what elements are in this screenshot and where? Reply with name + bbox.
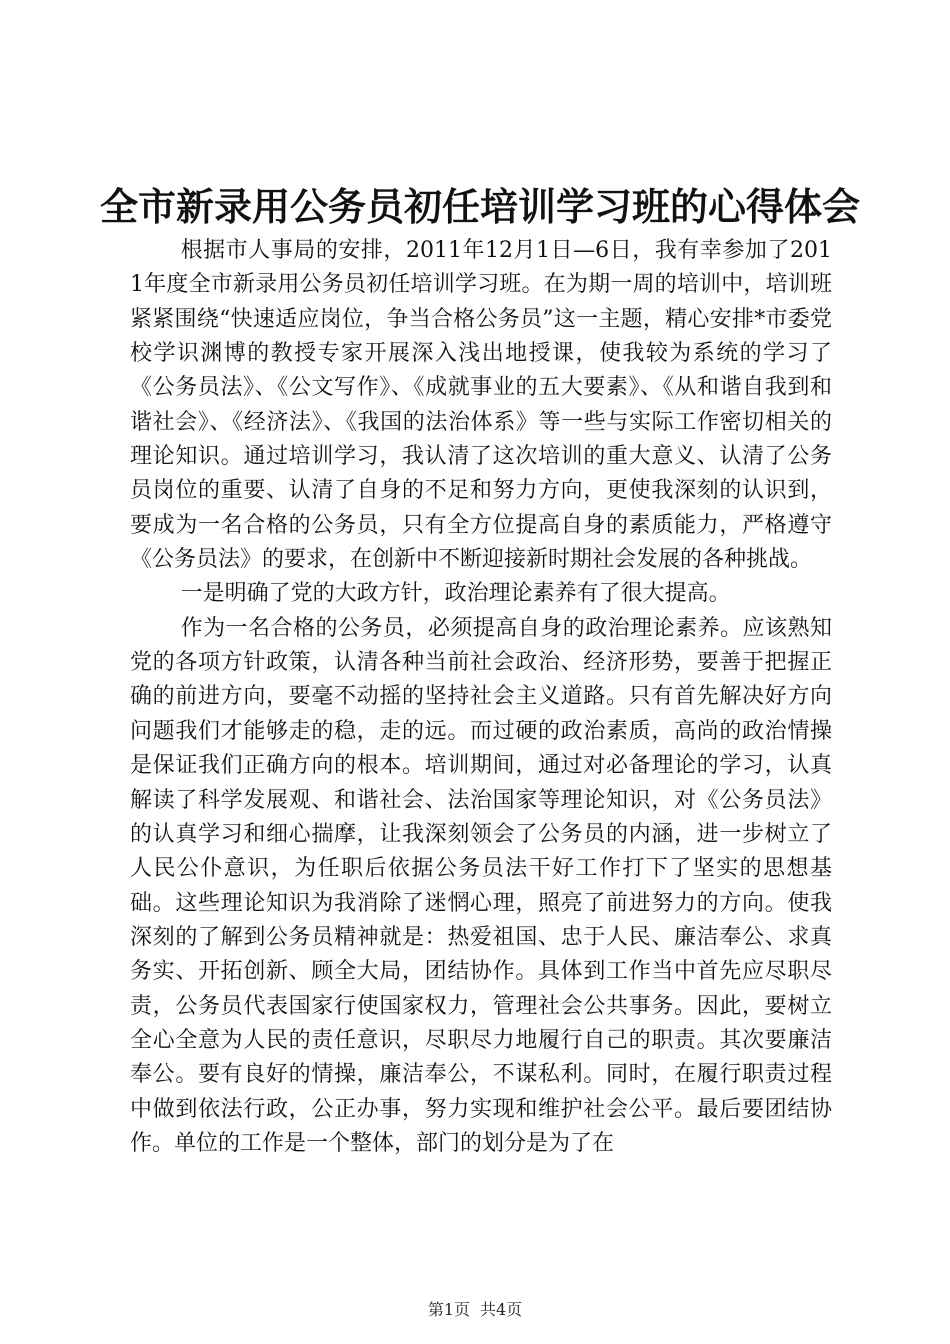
document-body bbox=[130, 234, 832, 1161]
paragraph-heading-one: 一是明确了党的大政方针，政治理论素养有了很大提高。 bbox=[180, 581, 731, 607]
page-footer bbox=[0, 1300, 950, 1320]
page-total: 共4页 bbox=[480, 1300, 523, 1319]
document-title: 全市新录用公务员初任培训学习班的心得体会 bbox=[100, 185, 861, 229]
paragraph-political-theory: 作为一名合格的公务员，必须提高自身的政治理论素养。应该熟知党的各项方针政策，认清各种当前社会政治、经济形势，要善于把握正确的前进方向，要毫不动摇的坚持社会主义道路。只有首先解决好方向问题我们才能够走的稳，走的远。而过硬的政治素质，高尚的政治情操是保证我们正确方向的根本。培训期间，通过对必备理论的学习，认真解读了科学发展观、和谐社会、法治国家等理论知识，对《公务员法》的认真学习和细心揣摩，让我深刻领会了公务员的内涵，进一步树立了人民公仆意识，为任职后依据公务员法干好工作打下了坚实的思想基础。这些理论知识为我消除了迷惘心理，照亮了前进努力的方向。使我深刻的了解到公务员精神就是：热爱祖国、忠于人民、廉洁奉公、求真务实、开拓创新、顾全大局，团结协作。具体到工作当中首先应尽职尽责，公务员代表国家行使国家权力，管理社会公共事务。因此，要树立全心全意为人民的责任意识，尽职尽力地履行自己的职责。其次要廉洁奉公。要有良好的情操，廉洁奉公，不谋私利。同时，在履行职责过程中做到依法行政，公正办事，努力实现和维护社会公平。最后要团结协作。单位的工作是一个整体，部门的划分是为了在 bbox=[130, 615, 832, 1156]
page-number: 第1页 bbox=[427, 1300, 470, 1319]
paragraph-intro: 根据市人事局的安排，2011年12月1日—6日，我有幸参加了2011年度全市新录用公务员初任培训学习班。在为期一周的培训中，培训班紧紧围绕“快速适应岗位，争当合格公务员”这一主题，精心安排*市委党校学识渊博的教授专家开展深入浅出地授课，使我较为系统的学习了《公务员法》、《公文写作》、《成就事业的五大要素》、《从和谐自我到和谐社会》、《经济法》、《我国的法治体系》等一些与实际工作密切相关的理论知识。通过培训学习，我认清了这次培训的重大意义、认清了公务员岗位的重要、认清了自身的不足和努力方向，更使我深刻的认识到，要成为一名合格的公务员，只有全方位提高自身的素质能力，严格遵守《公务员法》的要求，在创新中不断迎接新时期社会发展的各种挑战。 bbox=[130, 238, 832, 573]
